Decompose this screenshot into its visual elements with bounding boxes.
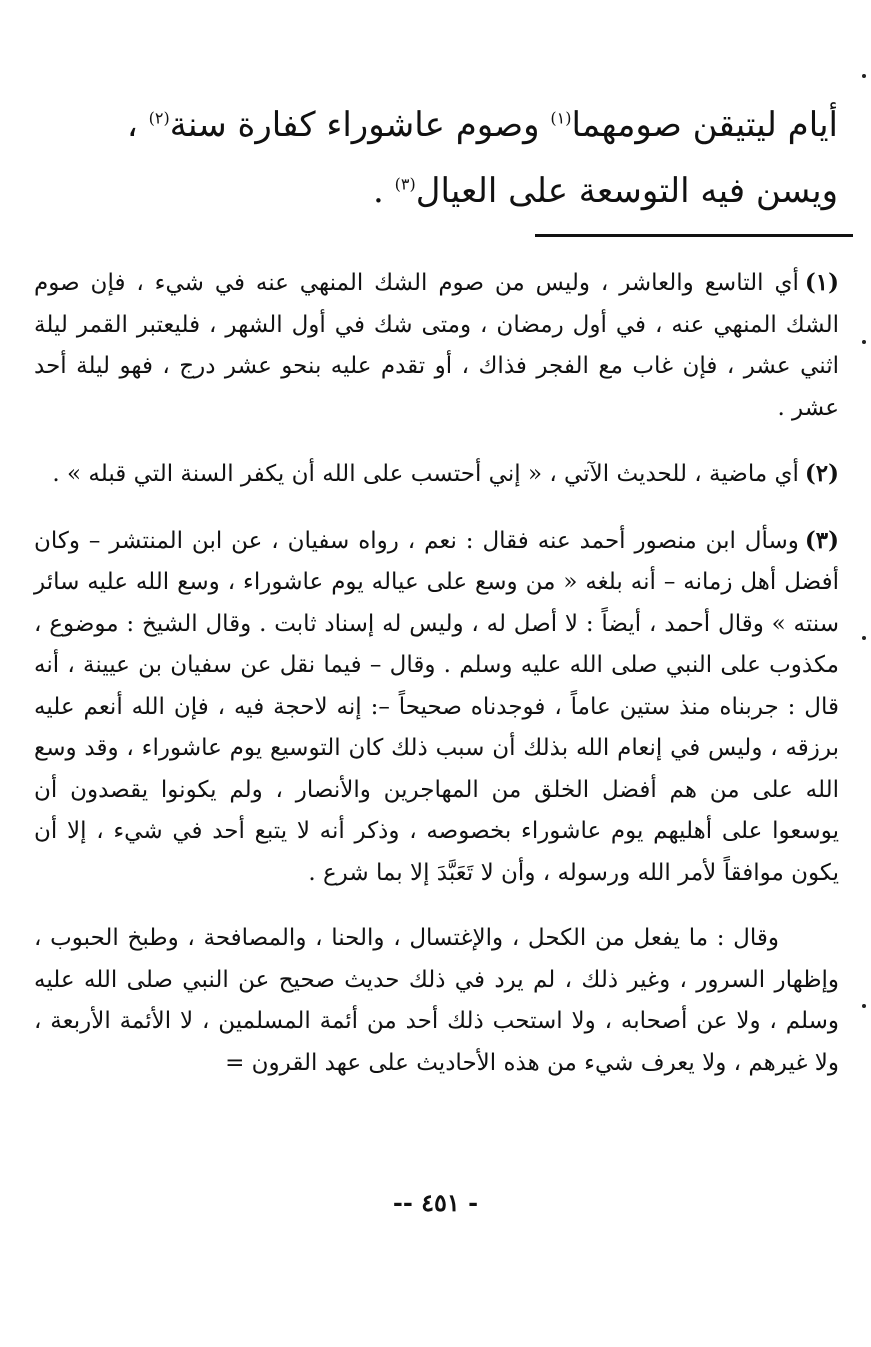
footnote-text-1: أي التاسع والعاشر ، وليس من صوم الشك المنهي عنه في شيء ، فإن صوم الشك المنهي عنه ، في أول رمضان ، ومتى شك في أول الشهر ، فليعتبر القمر ليلة اثني عشر ، فإن غاب مع الفجر فذاك ، أو تقدم عليه بنحو عشر درج ، فهو ليلة أحد عشر . — [34, 270, 839, 421]
footnote-separator — [535, 234, 853, 237]
footnote-number-1: (١) — [804, 269, 839, 296]
main-text — [30, 92, 838, 224]
main-text-line-1 — [30, 92, 838, 158]
footnote-continued-paragraph: وقال : ما يفعل من الكحل ، والإغتسال ، والحنا ، والمصافحة ، وطبخ الحبوب ، وإظهار السرور ، وغير ذلك ، لم يرد في ذلك حديث صحيح عن النبي صلى الله عليه وسلم ، ولا عن أصحابه ، ولا استحب ذلك أحد من أئمة المسلمين ، لا الأئمة الأربعة ، ولا غيرهم ، ولا يعرف شيء من هذه الأحاديث على عهد القرون = — [34, 925, 839, 1076]
main-text-line-1-mid: وصوم عاشوراء كفارة سنة — [169, 105, 551, 145]
margin-speck — [862, 74, 866, 78]
footnote-ref-1: (١) — [550, 108, 572, 128]
footnote-ref-2: (٢) — [148, 108, 170, 128]
footnote-number-2: (٢) — [804, 460, 839, 487]
margin-speck — [862, 340, 866, 344]
margin-speck — [862, 636, 866, 640]
footnote-3 — [34, 520, 839, 895]
footnote-2 — [34, 453, 839, 496]
main-text-line-1-end: ، — [126, 105, 149, 145]
footnote-number-3: (٣) — [804, 526, 839, 554]
footnote-text-3: وسأل ابن منصور أحمد عنه فقال : نعم ، رواه سفيان ، عن ابن المنتشر – وكان أفضل أهل زمانه – أنه بلغه « من وسع على عياله يوم عاشوراء ، وسع الله عليه سائر سنته » وقال أحمد ، أيضاً : لا أصل له ، وليس له إسناد ثابت . وقال الشيخ : موضوع ، مكذوب على النبي صلى الله عليه وسلم . وقال – فيما نقل عن سفيان بن عيينة ، أنه قال : جربناه منذ ستين عاماً ، فوجدناه صحيحاً –: إنه لاحجة فيه ، فإن الله أنعم عليه برزقه ، وليس في إنعام الله بذلك أن سبب ذلك كان التوسيع يوم عاشوراء ، وقد وسع الله على من هم أفضل الخلق من المهاجرين والأنصار ، ولم يكونوا يقصدون أن يوسعوا على أهليهم يوم عاشوراء بخصوصه ، وذكر أنه لا يتبع أحد في شيء ، إلا أن يكون موافقاً لأمر الله ورسوله ، وأن لا تَعَبَّدَ إلا بما شرع . — [34, 527, 839, 886]
footnotes — [34, 262, 839, 1084]
main-text-line-2-end: . — [373, 171, 395, 211]
main-text-line-2-start: ويسن فيه التوسعة على العيال — [415, 171, 838, 211]
footnote-text-2: أي ماضية ، للحديث الآتي ، « إني أحتسب على الله أن يكفر السنة التي قبله » . — [52, 461, 799, 487]
main-text-line-2 — [30, 158, 838, 224]
footnote-ref-3: (٣) — [394, 174, 416, 194]
footnote-1 — [34, 262, 839, 429]
page-number: -- ٤٥١ - — [392, 1188, 479, 1217]
main-text-line-1-start: أيام ليتيقن صومهما — [571, 105, 838, 145]
margin-speck — [862, 1004, 866, 1008]
